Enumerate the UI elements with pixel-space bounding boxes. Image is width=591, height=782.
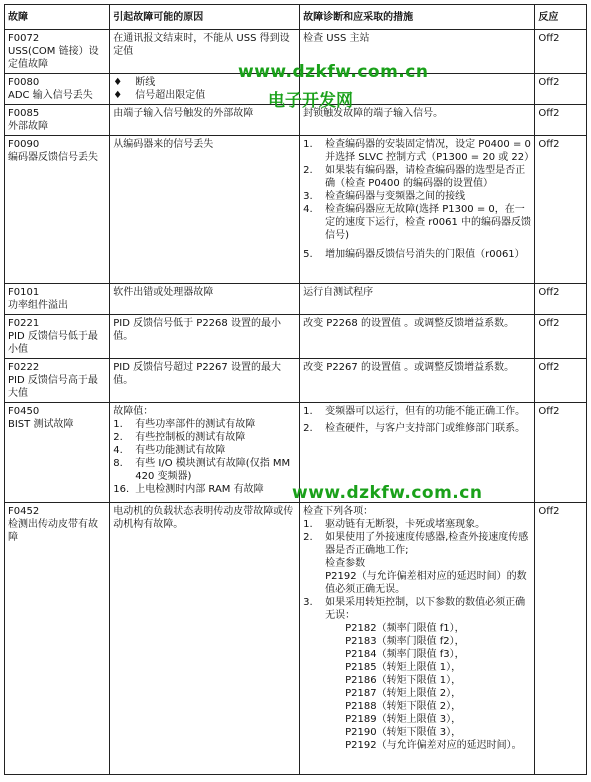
action-cell: 检查 USS 主站 — [300, 30, 535, 74]
cause-cell: 在通讯报文结束时，不能从 USS 得到设定值 — [110, 30, 300, 74]
action-cell: 改变 P2267 的设置值 。或调整反馈增益系数。 — [300, 359, 535, 403]
reaction-cell: Off2 — [535, 74, 587, 105]
table-row — [5, 105, 587, 136]
cause-cell: 故障值： 1. 有些功率部件的测试有故障 2. 有些控制板的测试有故障 4. 有些功能测试有故障 8. 有些 I/O 模块测试有故障(仅指 MM 420 变频器) 16. 上电检测时内部 RAM 有故障 — [110, 403, 300, 503]
cause-cell: PID 反馈信号低于 P2268 设置的最小值。 — [110, 315, 300, 359]
fault-code: F0085 — [8, 108, 40, 119]
param-item: P2186（转矩下限值 1）， — [345, 675, 462, 686]
fault-code: F0101 — [8, 287, 40, 298]
list-item: 5. 增加编码器反馈信号消失的门限值（r0061） — [303, 249, 525, 260]
reaction-cell: Off2 — [535, 284, 587, 315]
reaction-cell: Off2 — [535, 30, 587, 74]
reaction-cell: Off2 — [535, 136, 587, 284]
action-cell: 封锁触发故障的端子输入信号。 — [300, 105, 535, 136]
list-item: 4. 有些功能测试有故障 — [113, 445, 226, 456]
action-cell — [300, 403, 535, 503]
table-row — [5, 30, 587, 74]
list-item: 2. 如果使用了外接速度传感器,检查外接速度传感器是否正确地工作; — [303, 532, 529, 556]
cause-cell: 从编码器来的信号丢失 — [110, 136, 300, 284]
param-item: P2190（转矩下限值 3）， — [345, 727, 462, 738]
action-cell: 检查下列各项： 1. 驱动链有无断裂，卡死或堵塞现象。 2. 如果使用了外接速度传感器,检查外接速度传感器是否正确地工作; 检查参数 P2192（与允许偏差相对应的延迟时间）的数值必须正确无误。 3. 如果采用转矩控制，以下参数的数值必须正确无误： P2182（频率门限值 f1）， P2183（频率门限值 f2）， P2184（频率门限值 f3）， P2185（转矩上限值 1）， P2186（转矩下限值 1）， P2187（转矩上限值 2）， P2188（转矩下限值 2）， P2189（转矩上限值 3）， P2190（转矩下限值 3）， P2192（与允许偏差对应的延迟时间）。 — [300, 503, 535, 775]
fault-name: 外部故障 — [8, 121, 48, 132]
list-item: 3. 检查编码器与变频器之间的接线 — [303, 191, 466, 202]
list-item: 4. 检查编码器应无故障(选择 P1300 = 0，在一定的速度下运行，检查 r0061 中的编码器反馈信号) — [303, 204, 532, 241]
fault-name: 功率组件溢出 — [8, 300, 68, 311]
cause-cell: 软件出错或处理器故障 — [110, 284, 300, 315]
reaction-cell: Off2 — [535, 403, 587, 503]
header-action: 故障诊断和应采取的措施 — [300, 5, 535, 30]
fault-cell — [5, 359, 110, 403]
list-item: ♦ 信号超出限定值 — [113, 90, 206, 101]
watermark-site-name: 电子开发网 — [268, 91, 353, 111]
fault-cell — [5, 136, 110, 284]
cause-cell: 电动机的负载状态表明传动皮带故障或传动机构有故障。 — [110, 503, 300, 775]
check-params-text: P2192（与允许偏差相对应的延迟时间）的数值必须正确无误。 — [325, 571, 527, 595]
fault-name: ADC 输入信号丢失 — [8, 90, 93, 101]
fault-name: PID 反馈信号高于最大值 — [8, 375, 98, 399]
fault-code: F0080 — [8, 77, 40, 88]
list-item: 1. 有些功率部件的测试有故障 — [113, 419, 256, 430]
table-row — [5, 503, 587, 775]
param-item: P2187（转矩上限值 2）， — [345, 688, 462, 699]
param-item: P2182（频率门限值 f1）， — [345, 623, 465, 634]
fault-cell — [5, 503, 110, 775]
watermark-url: www.dzkfw.com.cn — [238, 62, 429, 82]
fault-cell — [5, 403, 110, 503]
param-item: P2192（与允许偏差对应的延迟时间）。 — [345, 740, 522, 751]
diamond-bullet-icon: ♦ — [113, 77, 123, 88]
header-reaction: 反应 — [535, 5, 587, 30]
fault-name: USS(COM 链接）设定值故障 — [8, 46, 99, 70]
reaction-cell: Off2 — [535, 315, 587, 359]
param-item: P2184（频率门限值 f3）， — [345, 649, 465, 660]
list-item: 16. 上电检测时内部 RAM 有故障 — [113, 484, 264, 495]
param-item: P2185（转矩上限值 1）， — [345, 662, 462, 673]
fault-name: 编码器反馈信号丢失 — [8, 152, 98, 163]
list-item: 1. 变频器可以运行，但有的功能不能正确工作。 — [303, 406, 526, 417]
list-item: 2. 检查硬件，与客户支持部门或维修部门联系。 — [303, 423, 526, 434]
table-row — [5, 315, 587, 359]
param-item: P2188（转矩下限值 2）， — [345, 701, 462, 712]
list-item: 8. 有些 I/O 模块测试有故障(仅指 MM 420 变频器) — [113, 458, 291, 482]
action-cell: 运行自测试程序 — [300, 284, 535, 315]
fault-name: PID 反馈信号低于最小值 — [8, 331, 98, 355]
reaction-cell: Off2 — [535, 105, 587, 136]
fault-code: F0090 — [8, 139, 40, 150]
fault-code: F0221 — [8, 318, 40, 329]
fault-cell — [5, 74, 110, 105]
check-params-label: 检查参数 — [325, 558, 366, 569]
list-item: 2. 如果装有编码器，请检查编码器的选型是否正确（检查 P0400 的编码器的设置值） — [303, 165, 526, 189]
fault-cell — [5, 284, 110, 315]
header-cause: 引起故障可能的原因 — [110, 5, 300, 30]
action-cell — [300, 74, 535, 105]
cause-cell: PID 反馈信号超过 P2267 设置的最大值。 — [110, 359, 300, 403]
fault-table — [4, 4, 587, 775]
list-item: 1. 驱动链有无断裂，卡死或堵塞现象。 — [303, 519, 486, 530]
cause-cell: 由端子输入信号触发的外部故障 — [110, 105, 300, 136]
cause-cell — [110, 74, 300, 105]
fault-cell — [5, 105, 110, 136]
table-row — [5, 136, 587, 284]
fault-code: F0452 — [8, 506, 40, 517]
action-cell — [300, 136, 535, 284]
table-row — [5, 284, 587, 315]
fault-code: F0072 — [8, 33, 40, 44]
fault-code: F0450 — [8, 406, 40, 417]
fault-code: F0222 — [8, 362, 40, 373]
param-item: P2183（频率门限值 f2）， — [345, 636, 465, 647]
header-fault: 故障 — [5, 5, 110, 30]
param-item: P2189（转矩上限值 3）， — [345, 714, 462, 725]
fault-cell — [5, 315, 110, 359]
table-row — [5, 403, 587, 503]
fault-name: BIST 测试故障 — [8, 419, 74, 430]
table-row — [5, 359, 587, 403]
fault-cell — [5, 30, 110, 74]
fault-name: 检测出传动皮带有故障 — [8, 519, 98, 543]
watermark-url: www.dzkfw.com.cn — [292, 483, 483, 503]
table-header-row — [5, 5, 587, 30]
reaction-cell: Off2 — [535, 359, 587, 403]
list-item: ♦ 断线 — [113, 77, 156, 88]
action-cell: 改变 P2268 的设置值 。或调整反馈增益系数。 — [300, 315, 535, 359]
table-row — [5, 74, 587, 105]
list-item: 3. 如果采用转矩控制，以下参数的数值必须正确无误： — [303, 597, 526, 621]
reaction-cell: Off2 — [535, 503, 587, 775]
list-item: 1. 检查编码器的安装固定情况，设定 P0400 = 0 并选择 SLVC 控制方式（P1300 = 20 或 22） — [303, 139, 535, 163]
diamond-bullet-icon: ♦ — [113, 90, 123, 101]
list-item: 2. 有些控制板的测试有故障 — [113, 432, 246, 443]
